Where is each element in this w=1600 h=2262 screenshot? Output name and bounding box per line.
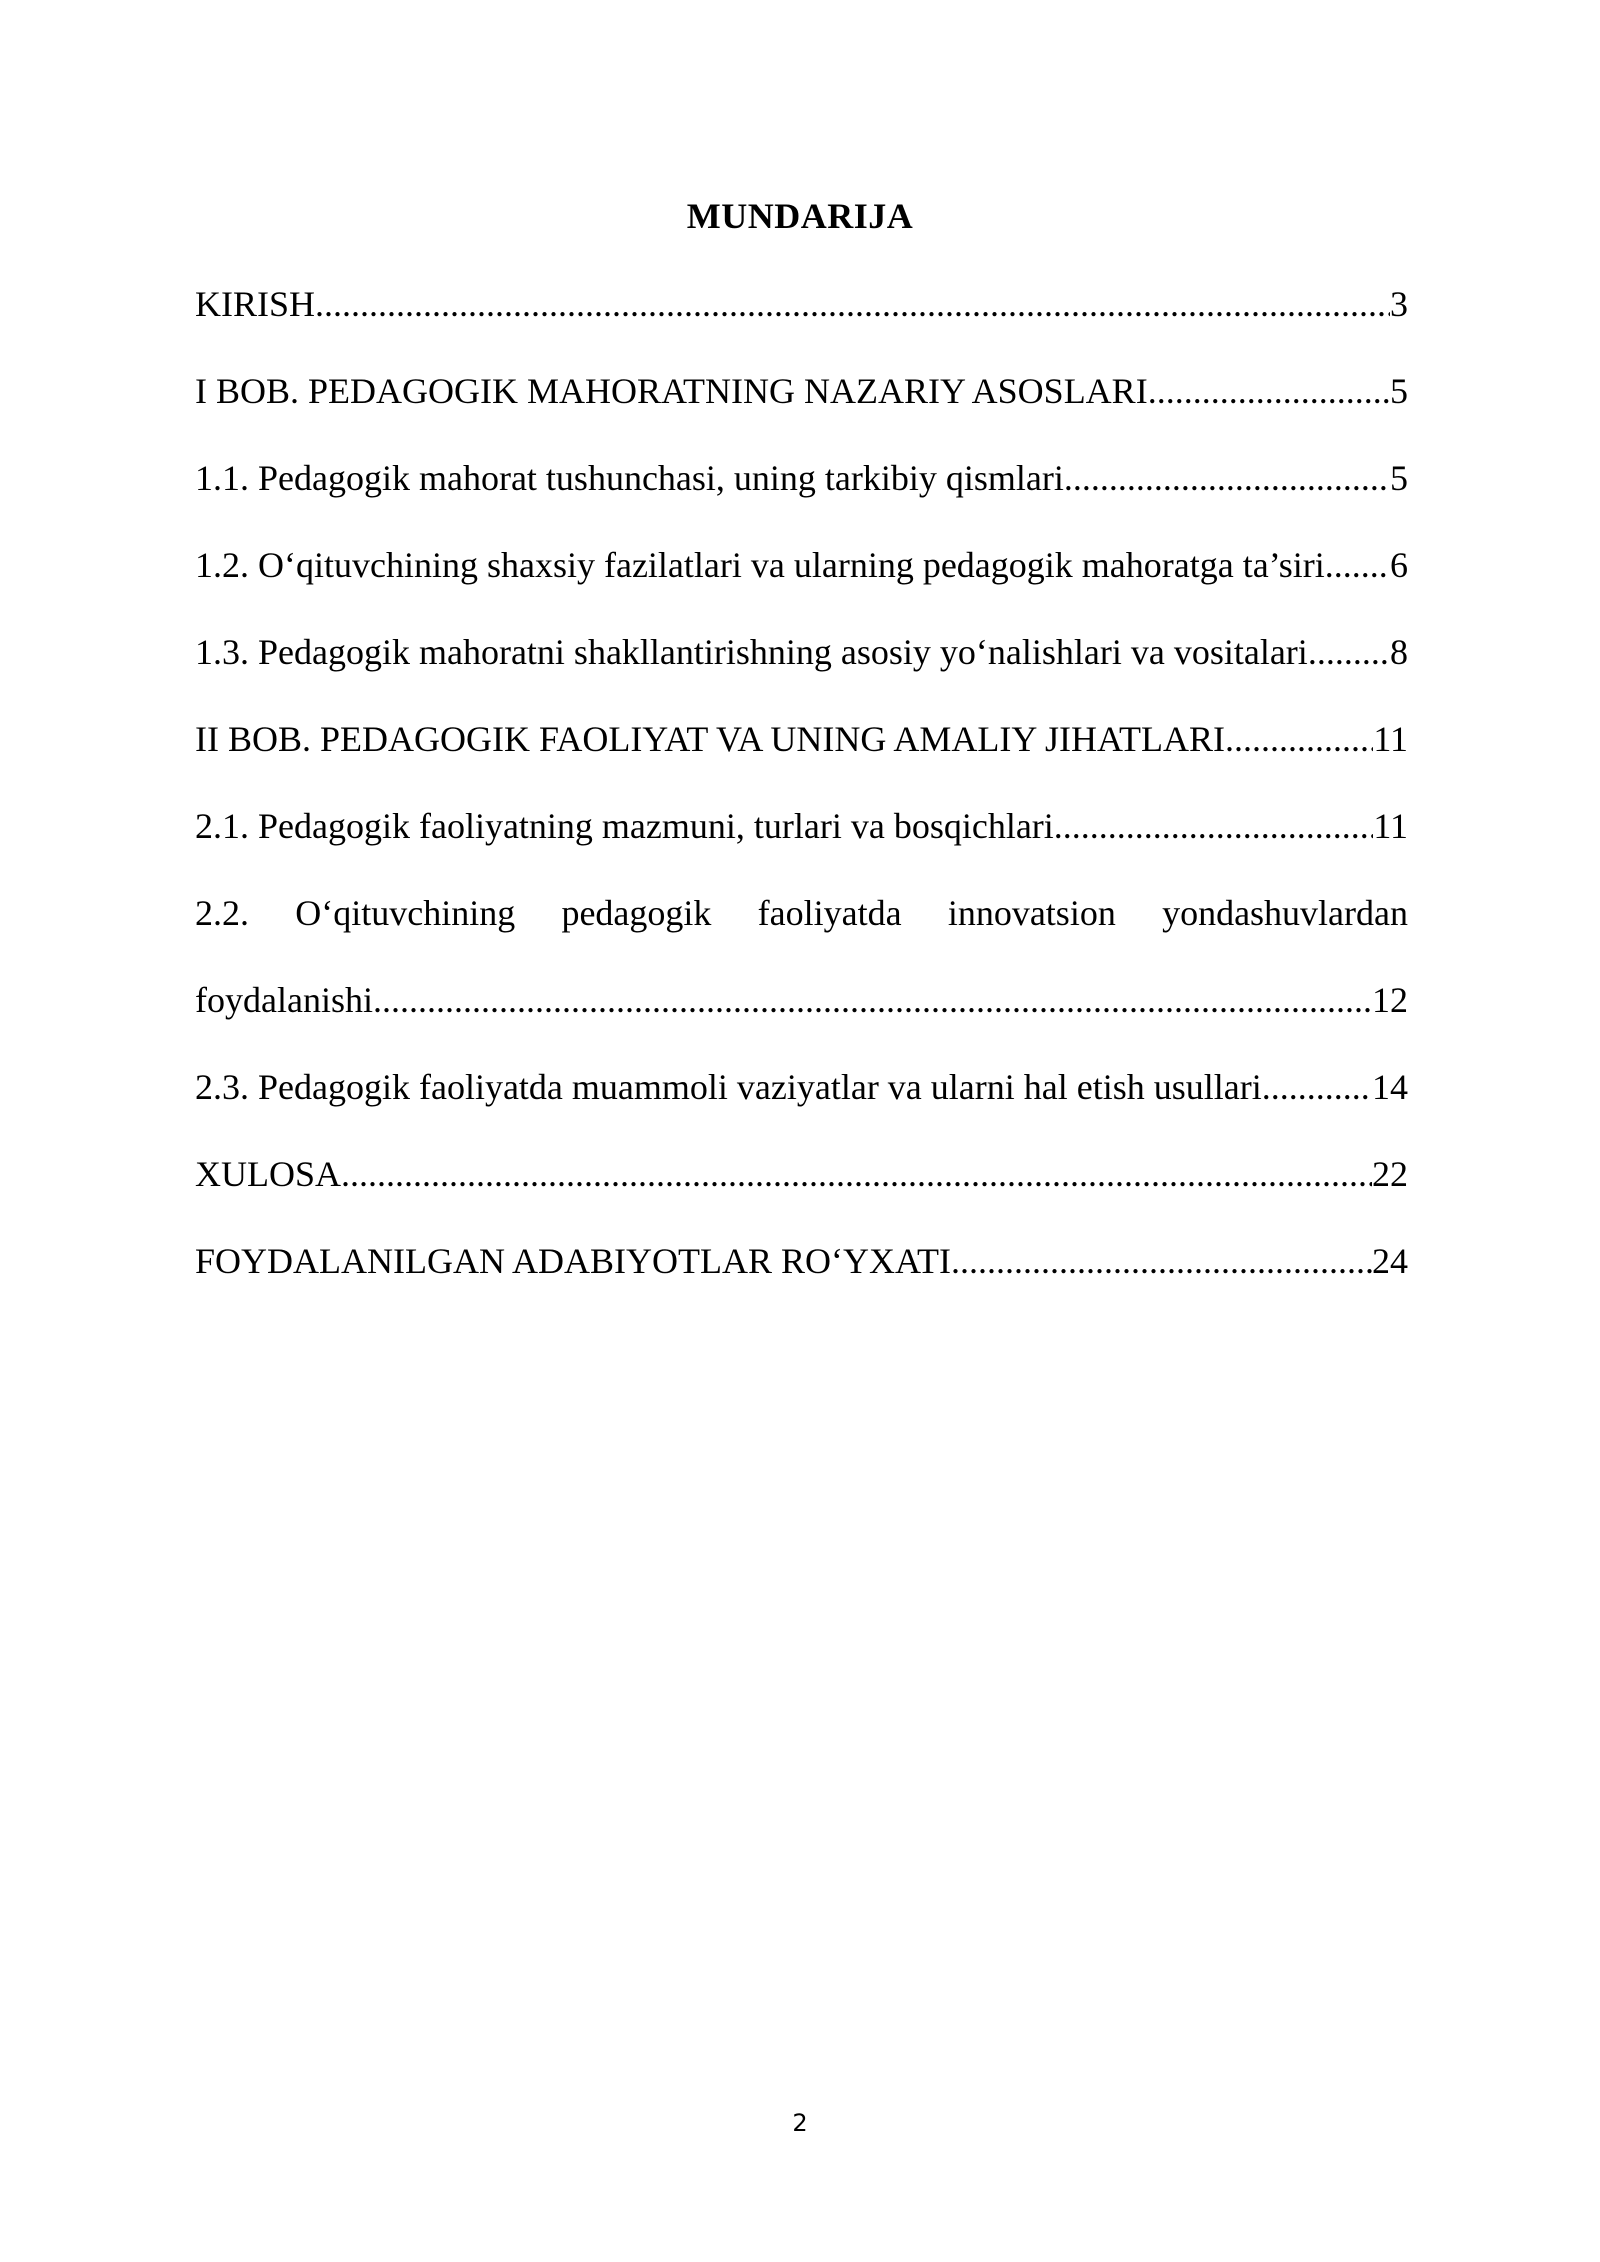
toc-word: 2.2. xyxy=(195,893,249,933)
toc-entry-chapter-1[interactable] xyxy=(195,363,1408,450)
toc-entry-page: 5 xyxy=(1390,458,1408,498)
toc-entry-section-2-3[interactable] xyxy=(195,1059,1408,1146)
toc-entry-page: 11 xyxy=(1373,806,1408,846)
toc-word: faoliyatda xyxy=(757,893,902,933)
table-of-contents xyxy=(195,276,1408,1320)
toc-leader-dots xyxy=(951,1233,1372,1289)
toc-entry-references[interactable] xyxy=(195,1233,1408,1320)
toc-word: pedagogik xyxy=(561,893,712,933)
toc-word: yondashuvlardan xyxy=(1162,893,1408,933)
page-number: 2 xyxy=(792,2109,808,2137)
toc-entry-page: 14 xyxy=(1372,1067,1408,1107)
toc-entry-kirish[interactable] xyxy=(195,276,1408,363)
toc-entry-text: 1.3. Pedagogik mahoratni shakllantirishning asosiy yo‘nalishlari va vositalari xyxy=(195,632,1308,672)
toc-entry-page: 8 xyxy=(1390,632,1408,672)
toc-entry-page: 24 xyxy=(1372,1241,1408,1281)
toc-entry-section-1-1[interactable] xyxy=(195,450,1408,537)
toc-entry-page: 12 xyxy=(1372,980,1408,1020)
toc-entry-section-1-3[interactable] xyxy=(195,624,1408,711)
toc-leader-dots xyxy=(1054,798,1374,854)
toc-word: innovatsion xyxy=(947,893,1116,933)
toc-entry-text: 1.2. O‘qituvchining shaxsiy fazilatlari va ularning pedagogik mahoratga ta’siri xyxy=(195,545,1325,585)
toc-entry-text: 2.1. Pedagogik faoliyatning mazmuni, turlari va bosqichlari xyxy=(195,806,1054,846)
toc-entry-page: 6 xyxy=(1390,545,1408,585)
toc-entry-text: I BOB. PEDAGOGIK MAHORATNING NAZARIY ASOSLARI xyxy=(195,371,1148,411)
toc-entry-section-1-2[interactable] xyxy=(195,537,1408,624)
toc-entry-section-2-2-line-1[interactable] xyxy=(195,885,1408,972)
toc-entry-section-2-2-line-2[interactable] xyxy=(195,972,1408,1059)
toc-leader-dots xyxy=(1225,711,1373,767)
toc-entry-text: 1.1. Pedagogik mahorat tushunchasi, uning tarkibiy qismlari xyxy=(195,458,1064,498)
toc-leader-dots xyxy=(373,972,1372,1028)
toc-leader-dots xyxy=(1262,1059,1372,1115)
page-title: MUNDARIJA xyxy=(686,196,914,236)
toc-entry-xulosa[interactable] xyxy=(195,1146,1408,1233)
toc-leader-dots xyxy=(315,276,1390,332)
toc-entry-page: 11 xyxy=(1373,719,1408,759)
toc-leader-dots xyxy=(341,1146,1372,1202)
toc-entry-page: 3 xyxy=(1390,284,1408,324)
toc-entry-text: foydalanishi xyxy=(195,980,373,1020)
toc-word: O‘qituvchining xyxy=(295,893,516,933)
toc-leader-dots xyxy=(1064,450,1390,506)
toc-entry-page: 5 xyxy=(1390,371,1408,411)
toc-leader-dots xyxy=(1308,624,1390,680)
toc-entry-text: KIRISH xyxy=(195,284,316,324)
toc-entry-section-2-1[interactable] xyxy=(195,798,1408,885)
toc-leader-dots xyxy=(1325,537,1390,593)
toc-entry-page: 22 xyxy=(1372,1154,1408,1194)
toc-entry-text: 2.3. Pedagogik faoliyatda muammoli vaziyatlar va ularni hal etish usullari xyxy=(195,1067,1262,1107)
toc-entry-chapter-2[interactable] xyxy=(195,711,1408,798)
toc-entry-text: II BOB. PEDAGOGIK FAOLIYAT VA UNING AMALIY JIHATLARI xyxy=(195,719,1226,759)
toc-entry-text: FOYDALANILGAN ADABIYOTLAR RO‘YXATI xyxy=(195,1241,951,1281)
toc-entry-text: XULOSA xyxy=(195,1154,342,1194)
toc-leader-dots xyxy=(1148,363,1390,419)
